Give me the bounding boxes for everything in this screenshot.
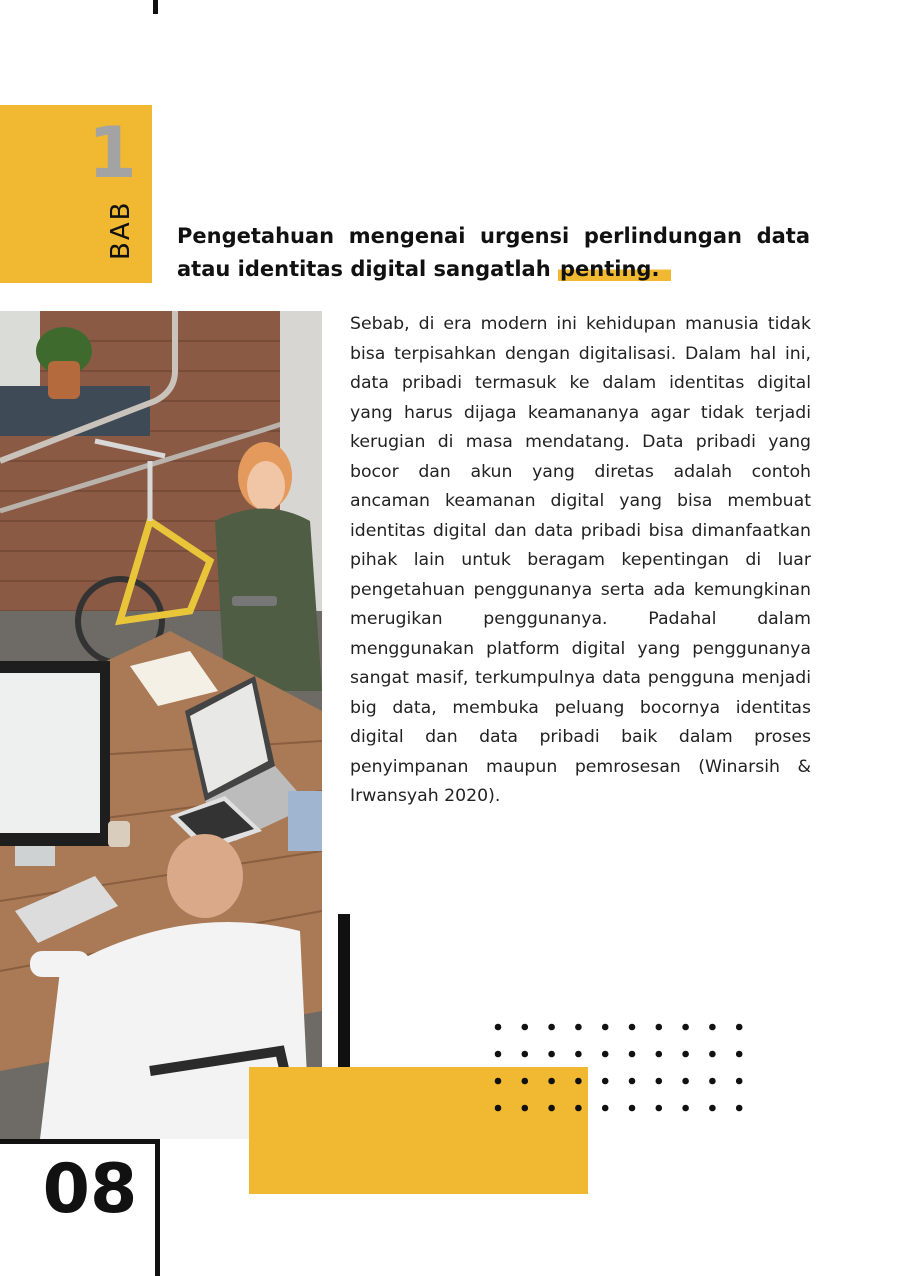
page-heading <box>177 220 810 286</box>
grid-dot <box>522 1078 529 1085</box>
grid-dot <box>709 1105 716 1112</box>
grid-dot <box>736 1105 743 1112</box>
grid-dot <box>656 1078 663 1085</box>
grid-dot <box>522 1051 529 1058</box>
chapter-label: BAB <box>106 200 136 260</box>
grid-dot <box>575 1105 582 1112</box>
grid-dot <box>522 1105 529 1112</box>
dot-grid-decoration <box>488 1018 748 1118</box>
grid-dot <box>548 1051 555 1058</box>
page-number: 08 <box>42 1150 138 1229</box>
grid-dot <box>656 1051 663 1058</box>
office-photo <box>0 311 322 1139</box>
page-number-frame-side <box>155 1139 160 1276</box>
grid-dot <box>736 1051 743 1058</box>
grid-dot <box>736 1078 743 1085</box>
grid-dot <box>629 1051 636 1058</box>
grid-dot <box>629 1105 636 1112</box>
grid-dot <box>495 1105 502 1112</box>
grid-dot <box>656 1024 663 1031</box>
grid-dot <box>575 1051 582 1058</box>
grid-dot <box>682 1051 689 1058</box>
grid-dot <box>495 1051 502 1058</box>
grid-dot <box>656 1105 663 1112</box>
heading-text: Pengetahuan mengenai urgensi perlindungan data atau identitas digital sangatlah <box>177 224 810 281</box>
grid-dot <box>709 1078 716 1085</box>
top-tick-line <box>153 0 158 14</box>
page-number-frame-top <box>0 1139 160 1144</box>
grid-dot <box>629 1078 636 1085</box>
body-paragraph: Sebab, di era modern ini kehidupan manusia tidak bisa terpisahkan dengan digitalisasi. Dalam hal ini, data pribadi termasuk ke dalam identitas digital yang harus dijaga keamananya agar tidak terjadi kerugian di masa mendatang. Data pribadi yang bocor dan akun yang diretas adalah contoh ancaman keamanan digital yang bisa membuat identitas digital dan data pribadi bisa dimanfaatkan pihak lain untuk beragam kepentingan di luar pengetahuan penggunanya serta ada kemungkinan merugikan penggunanya. Padahal dalam menggunakan platform digital yang penggunanya sangat masif, terkumpulnya data pengguna menjadi big data, membuka peluang bocornya identitas digital dan data pribadi baik dalam proses penyimpanan maupun pemrosesan (Winarsih & Irwansyah 2020). <box>350 314 811 806</box>
grid-dot <box>709 1024 716 1031</box>
grid-dot <box>495 1078 502 1085</box>
heading-highlight: penting. <box>558 257 671 281</box>
grid-dot <box>682 1105 689 1112</box>
grid-dot <box>522 1024 529 1031</box>
grid-dot <box>602 1024 609 1031</box>
grid-dot <box>548 1105 555 1112</box>
grid-dot <box>682 1078 689 1085</box>
grid-dot <box>495 1024 502 1031</box>
grid-dot <box>629 1024 636 1031</box>
grid-dot <box>548 1078 555 1085</box>
grid-dot <box>709 1051 716 1058</box>
office-photo-illustration <box>0 311 322 1139</box>
grid-dot <box>736 1024 743 1031</box>
grid-dot <box>602 1051 609 1058</box>
grid-dot <box>548 1024 555 1031</box>
grid-dot <box>602 1078 609 1085</box>
grid-dot <box>602 1105 609 1112</box>
grid-dot <box>575 1024 582 1031</box>
grid-dot <box>575 1078 582 1085</box>
chapter-number: 1 <box>88 112 137 194</box>
grid-dot <box>682 1024 689 1031</box>
